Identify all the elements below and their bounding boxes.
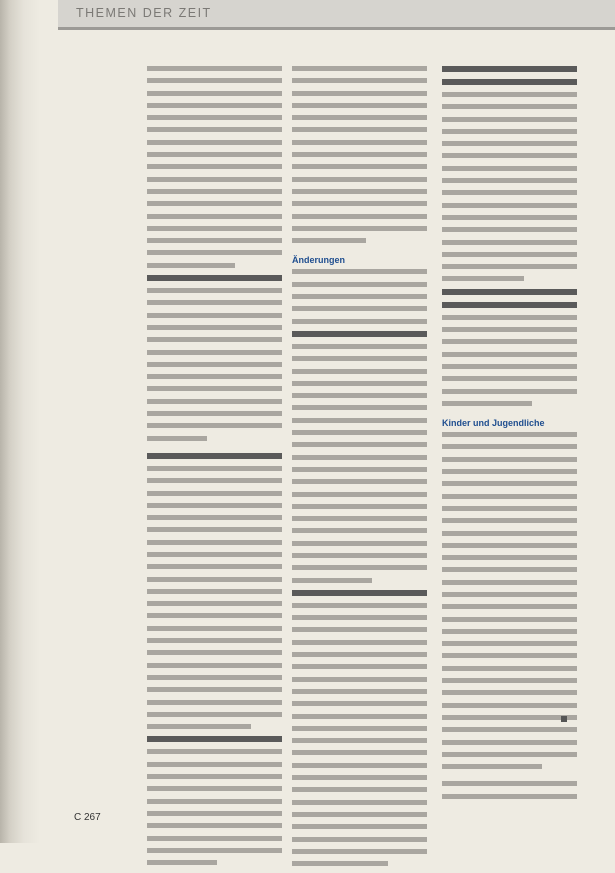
text-line (292, 430, 427, 435)
text-line (147, 263, 235, 268)
text-line (292, 615, 427, 620)
text-line (147, 712, 282, 717)
text-line (292, 849, 427, 854)
text-line (442, 315, 577, 320)
text-line (442, 469, 577, 474)
text-line (442, 518, 577, 523)
text-line (147, 399, 282, 404)
text-line (147, 288, 282, 293)
text-line (147, 115, 282, 120)
text-line (442, 117, 577, 122)
text-line (442, 252, 577, 257)
text-line (442, 129, 577, 134)
text-line (147, 411, 282, 416)
text-line (292, 640, 427, 645)
text-line (292, 393, 427, 398)
text-line (292, 294, 427, 299)
text-line (442, 494, 577, 499)
text-line (442, 327, 577, 332)
text-line (147, 823, 282, 828)
text-line (442, 481, 577, 486)
text-line (442, 690, 577, 695)
text-line (292, 677, 427, 682)
text-line (147, 836, 282, 841)
text-line (292, 763, 427, 768)
text-line (147, 325, 282, 330)
text-line (147, 127, 282, 132)
text-line (147, 860, 217, 865)
text-line (147, 226, 282, 231)
text-line (292, 238, 366, 243)
text-column-3 (442, 66, 577, 806)
text-line (147, 527, 282, 532)
text-line (147, 177, 282, 182)
text-line (442, 703, 577, 708)
text-line (147, 540, 282, 545)
text-line (147, 613, 282, 618)
text-column-2 (292, 66, 427, 873)
text-line (147, 589, 282, 594)
text-line (442, 401, 532, 406)
text-line (147, 337, 282, 342)
text-line (147, 201, 282, 206)
text-line (292, 66, 427, 71)
text-line (292, 115, 427, 120)
text-line (292, 824, 427, 829)
text-line (292, 652, 427, 657)
text-line (292, 344, 427, 349)
text-line (292, 714, 427, 719)
text-line (442, 141, 577, 146)
text-line (147, 650, 282, 655)
text-line (442, 592, 577, 597)
text-line (442, 92, 577, 97)
text-line (292, 812, 427, 817)
text-line (442, 543, 577, 548)
text-line (147, 152, 282, 157)
text-line (292, 565, 427, 570)
text-line (292, 528, 427, 533)
text-line (442, 531, 577, 536)
text-line (292, 319, 427, 324)
text-line (147, 848, 282, 853)
text-line (442, 178, 577, 183)
header-rule (58, 27, 615, 30)
text-line (147, 478, 282, 483)
text-line (292, 701, 427, 706)
text-line (442, 389, 577, 394)
text-line (292, 467, 427, 472)
text-line (147, 724, 251, 729)
text-line (292, 201, 427, 206)
subheading-line (442, 66, 577, 72)
text-line (147, 250, 282, 255)
text-line (147, 350, 282, 355)
text-line (147, 164, 282, 169)
text-line (147, 386, 282, 391)
text-line (147, 313, 282, 318)
text-line (442, 727, 577, 732)
text-line (442, 764, 542, 769)
text-line (442, 740, 577, 745)
text-line (292, 442, 427, 447)
text-line (147, 423, 282, 428)
section-heading: Kinder und Jugendliche (442, 418, 545, 429)
text-line (442, 376, 577, 381)
text-line (292, 356, 427, 361)
text-line (292, 78, 427, 83)
text-line (292, 405, 427, 410)
page-fold-shadow (0, 0, 40, 843)
text-line (292, 282, 427, 287)
text-line (442, 604, 577, 609)
text-line (442, 240, 577, 245)
text-line (292, 164, 427, 169)
text-line (292, 750, 427, 755)
text-line (292, 226, 427, 231)
text-line (442, 104, 577, 109)
text-line (147, 238, 282, 243)
text-line (147, 103, 282, 108)
text-line (147, 774, 282, 779)
text-line (442, 555, 577, 560)
article-end-mark (561, 716, 567, 722)
text-line (292, 516, 427, 521)
text-line (147, 663, 282, 668)
text-line (147, 214, 282, 219)
text-line (147, 78, 282, 83)
text-line (292, 726, 427, 731)
text-line (147, 786, 282, 791)
subheading-line (147, 275, 282, 281)
text-line (292, 800, 427, 805)
text-line (442, 264, 577, 269)
text-line (147, 638, 282, 643)
text-line (147, 515, 282, 520)
text-line (292, 381, 427, 386)
text-line (292, 787, 427, 792)
text-line (147, 91, 282, 96)
subheading-line (442, 79, 577, 85)
subheading-line (292, 331, 427, 337)
text-line (442, 715, 577, 720)
text-line (292, 455, 427, 460)
text-line (292, 837, 427, 842)
text-line (442, 678, 577, 683)
text-line (442, 506, 577, 511)
header-section-title: THEMEN DER ZEIT (76, 6, 212, 20)
text-line (147, 749, 282, 754)
text-line (442, 666, 577, 671)
text-line (292, 269, 427, 274)
text-line (442, 166, 577, 171)
text-line (147, 466, 282, 471)
text-line (292, 103, 427, 108)
text-line (292, 664, 427, 669)
text-line (292, 91, 427, 96)
text-line (147, 140, 282, 145)
text-line (147, 374, 282, 379)
section-heading: Änderungen (292, 255, 345, 266)
text-line (147, 811, 282, 816)
text-line (442, 190, 577, 195)
subheading-line (147, 453, 282, 459)
subheading-line (442, 302, 577, 308)
text-line (147, 687, 282, 692)
text-line (147, 491, 282, 496)
text-line (292, 578, 372, 583)
text-line (292, 738, 427, 743)
text-line (442, 781, 577, 786)
text-line (147, 503, 282, 508)
text-line (292, 492, 427, 497)
text-line (292, 541, 427, 546)
text-line (147, 626, 282, 631)
text-line (147, 436, 207, 441)
text-line (292, 306, 427, 311)
text-line (292, 861, 388, 866)
text-line (147, 799, 282, 804)
text-line (147, 675, 282, 680)
footer-page-number: C 267 (74, 812, 101, 823)
subheading-line (147, 736, 282, 742)
text-line (442, 276, 524, 281)
text-line (442, 617, 577, 622)
text-line (442, 432, 577, 437)
text-line (292, 127, 427, 132)
text-line (292, 775, 427, 780)
text-line (292, 689, 427, 694)
text-line (442, 339, 577, 344)
text-line (442, 203, 577, 208)
text-line (147, 362, 282, 367)
subheading-line (442, 289, 577, 295)
text-line (442, 215, 577, 220)
text-line (292, 140, 427, 145)
text-line (147, 577, 282, 582)
text-line (292, 553, 427, 558)
text-line (147, 601, 282, 606)
text-line (292, 152, 427, 157)
text-line (292, 177, 427, 182)
text-line (292, 189, 427, 194)
text-line (292, 627, 427, 632)
text-line (147, 300, 282, 305)
text-line (147, 700, 282, 705)
text-line (147, 762, 282, 767)
text-line (292, 479, 427, 484)
text-line (442, 629, 577, 634)
text-line (442, 153, 577, 158)
text-line (292, 603, 427, 608)
text-line (292, 418, 427, 423)
text-line (442, 444, 577, 449)
text-line (147, 564, 282, 569)
text-line (442, 352, 577, 357)
subheading-line (292, 590, 427, 596)
text-line (442, 641, 577, 646)
text-line (442, 752, 577, 757)
text-line (147, 552, 282, 557)
text-line (442, 567, 577, 572)
text-line (442, 457, 577, 462)
text-column-1 (147, 66, 282, 872)
text-line (292, 504, 427, 509)
text-line (442, 794, 577, 799)
text-line (292, 214, 427, 219)
text-line (147, 189, 282, 194)
text-line (442, 580, 577, 585)
text-line (147, 66, 282, 71)
text-line (442, 364, 577, 369)
text-line (292, 369, 427, 374)
text-line (442, 227, 577, 232)
text-line (442, 653, 577, 658)
